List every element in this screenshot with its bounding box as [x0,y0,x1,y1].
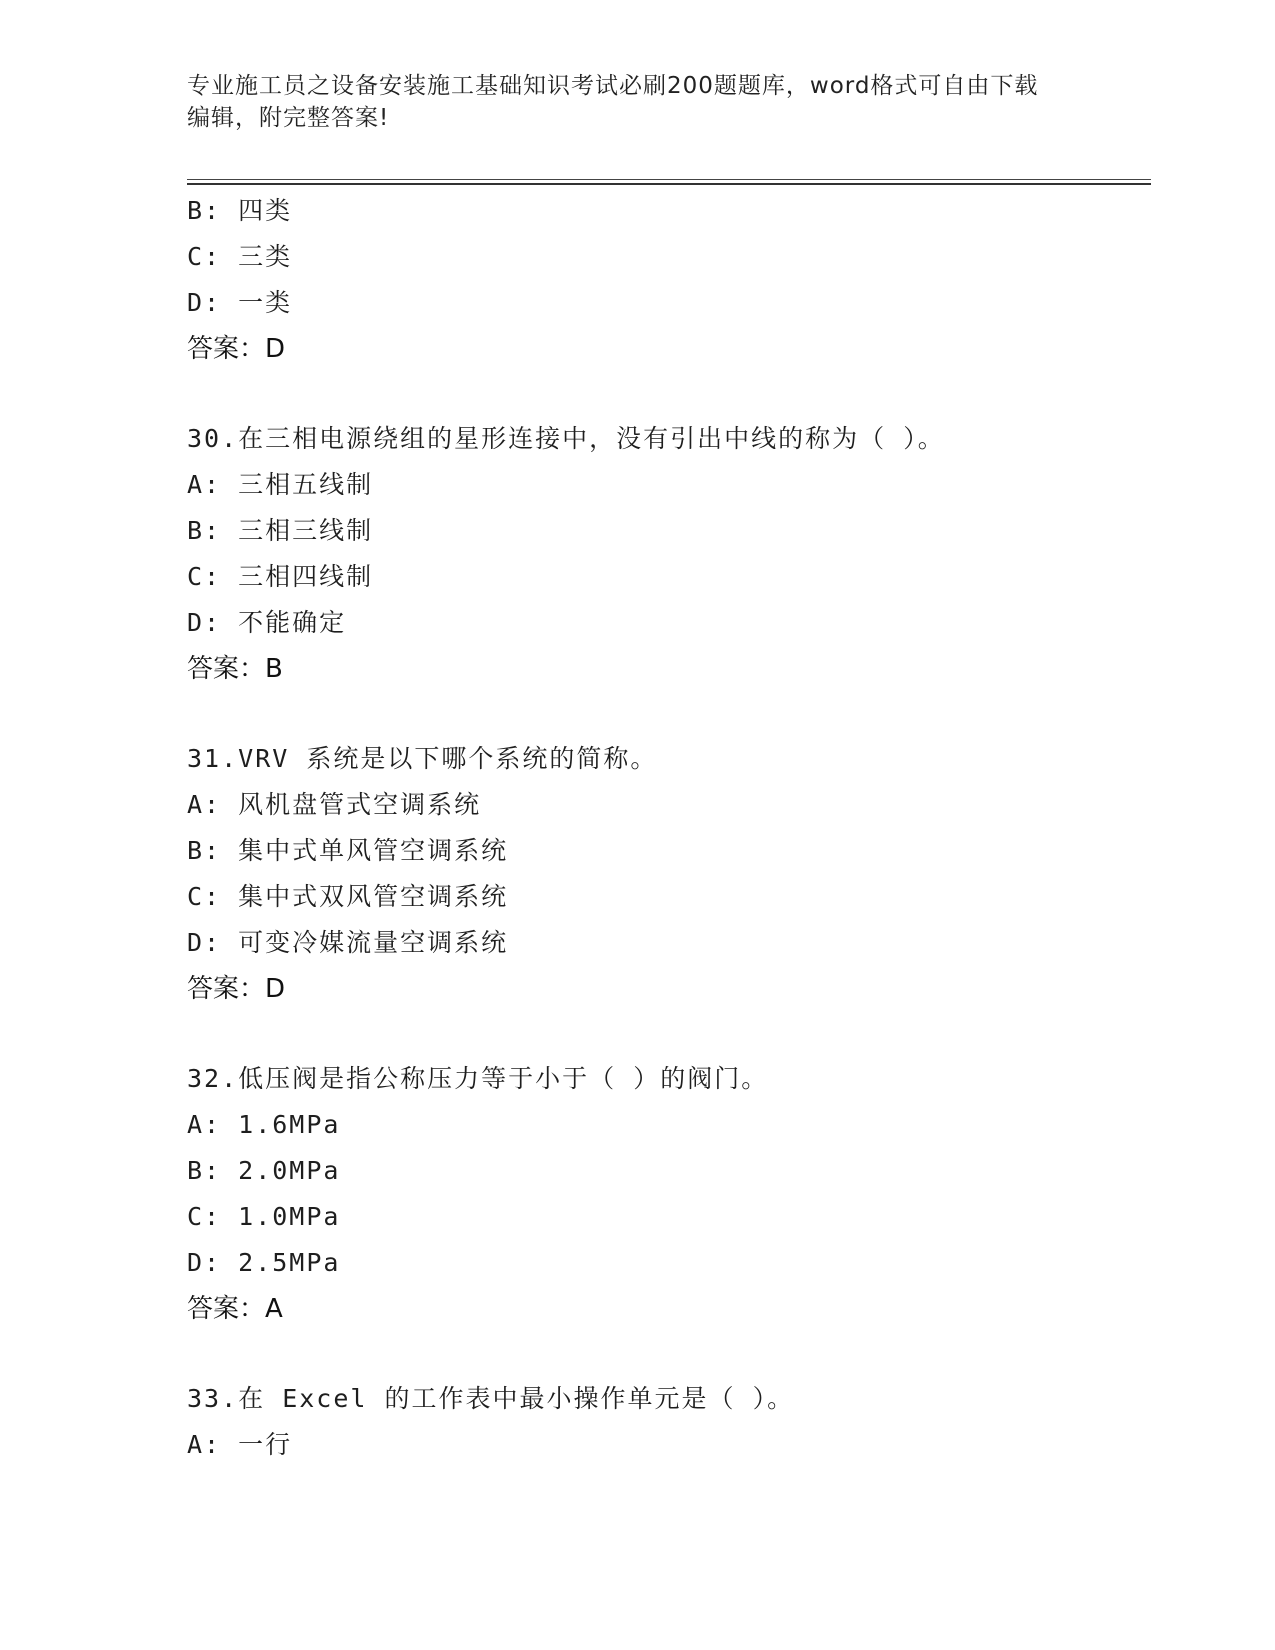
option-b: B: 四类 [187,196,293,225]
question-block-32 [187,1056,1151,1332]
spacer [187,1012,1151,1056]
document-header [187,70,1087,134]
option-a: A: 风机盘管式空调系统 [187,790,482,819]
header-line-2: 编辑，附完整答案! [187,105,390,131]
question-text: 31.VRV 系统是以下哪个系统的简称。 [187,744,658,773]
question-block-29 [187,188,1151,372]
header-line-1: 专业施工员之设备安装施工基础知识考试必刷200题题库，word格式可自由下载 [187,73,1039,99]
option-d: D: 一类 [187,288,293,317]
spacer [187,1332,1151,1376]
answer-line: 答案：B [187,654,283,684]
answer-line: 答案：D [187,334,286,364]
header-rule-thick [187,183,1151,185]
question-text: 30.在三相电源绕组的星形连接中，没有引出中线的称为（ ）。 [187,424,945,453]
option-b: B: 2.0MPa [187,1156,341,1185]
option-b: B: 集中式单风管空调系统 [187,836,509,865]
question-text: 32.低压阀是指公称压力等于小于（ ）的阀门。 [187,1064,769,1093]
option-c: C: 集中式双风管空调系统 [187,882,509,911]
option-d: D: 可变冷媒流量空调系统 [187,928,509,957]
spacer [187,692,1151,736]
option-a: A: 三相五线制 [187,470,374,499]
option-c: C: 三类 [187,242,293,271]
option-b: B: 三相三线制 [187,516,374,545]
option-d: D: 2.5MPa [187,1248,341,1277]
option-c: C: 1.0MPa [187,1202,341,1231]
option-d: D: 不能确定 [187,608,347,637]
spacer [187,372,1151,416]
question-block-33 [187,1376,1151,1468]
option-a: A: 一行 [187,1430,293,1459]
option-a: A: 1.6MPa [187,1110,341,1139]
question-text: 33.在 Excel 的工作表中最小操作单元是（ ）。 [187,1384,795,1413]
question-block-31 [187,736,1151,1012]
answer-line: 答案：D [187,974,286,1004]
option-c: C: 三相四线制 [187,562,374,591]
question-list [187,188,1151,1468]
header-rule-thin [187,179,1151,180]
answer-line: 答案：A [187,1294,283,1324]
question-block-30 [187,416,1151,692]
